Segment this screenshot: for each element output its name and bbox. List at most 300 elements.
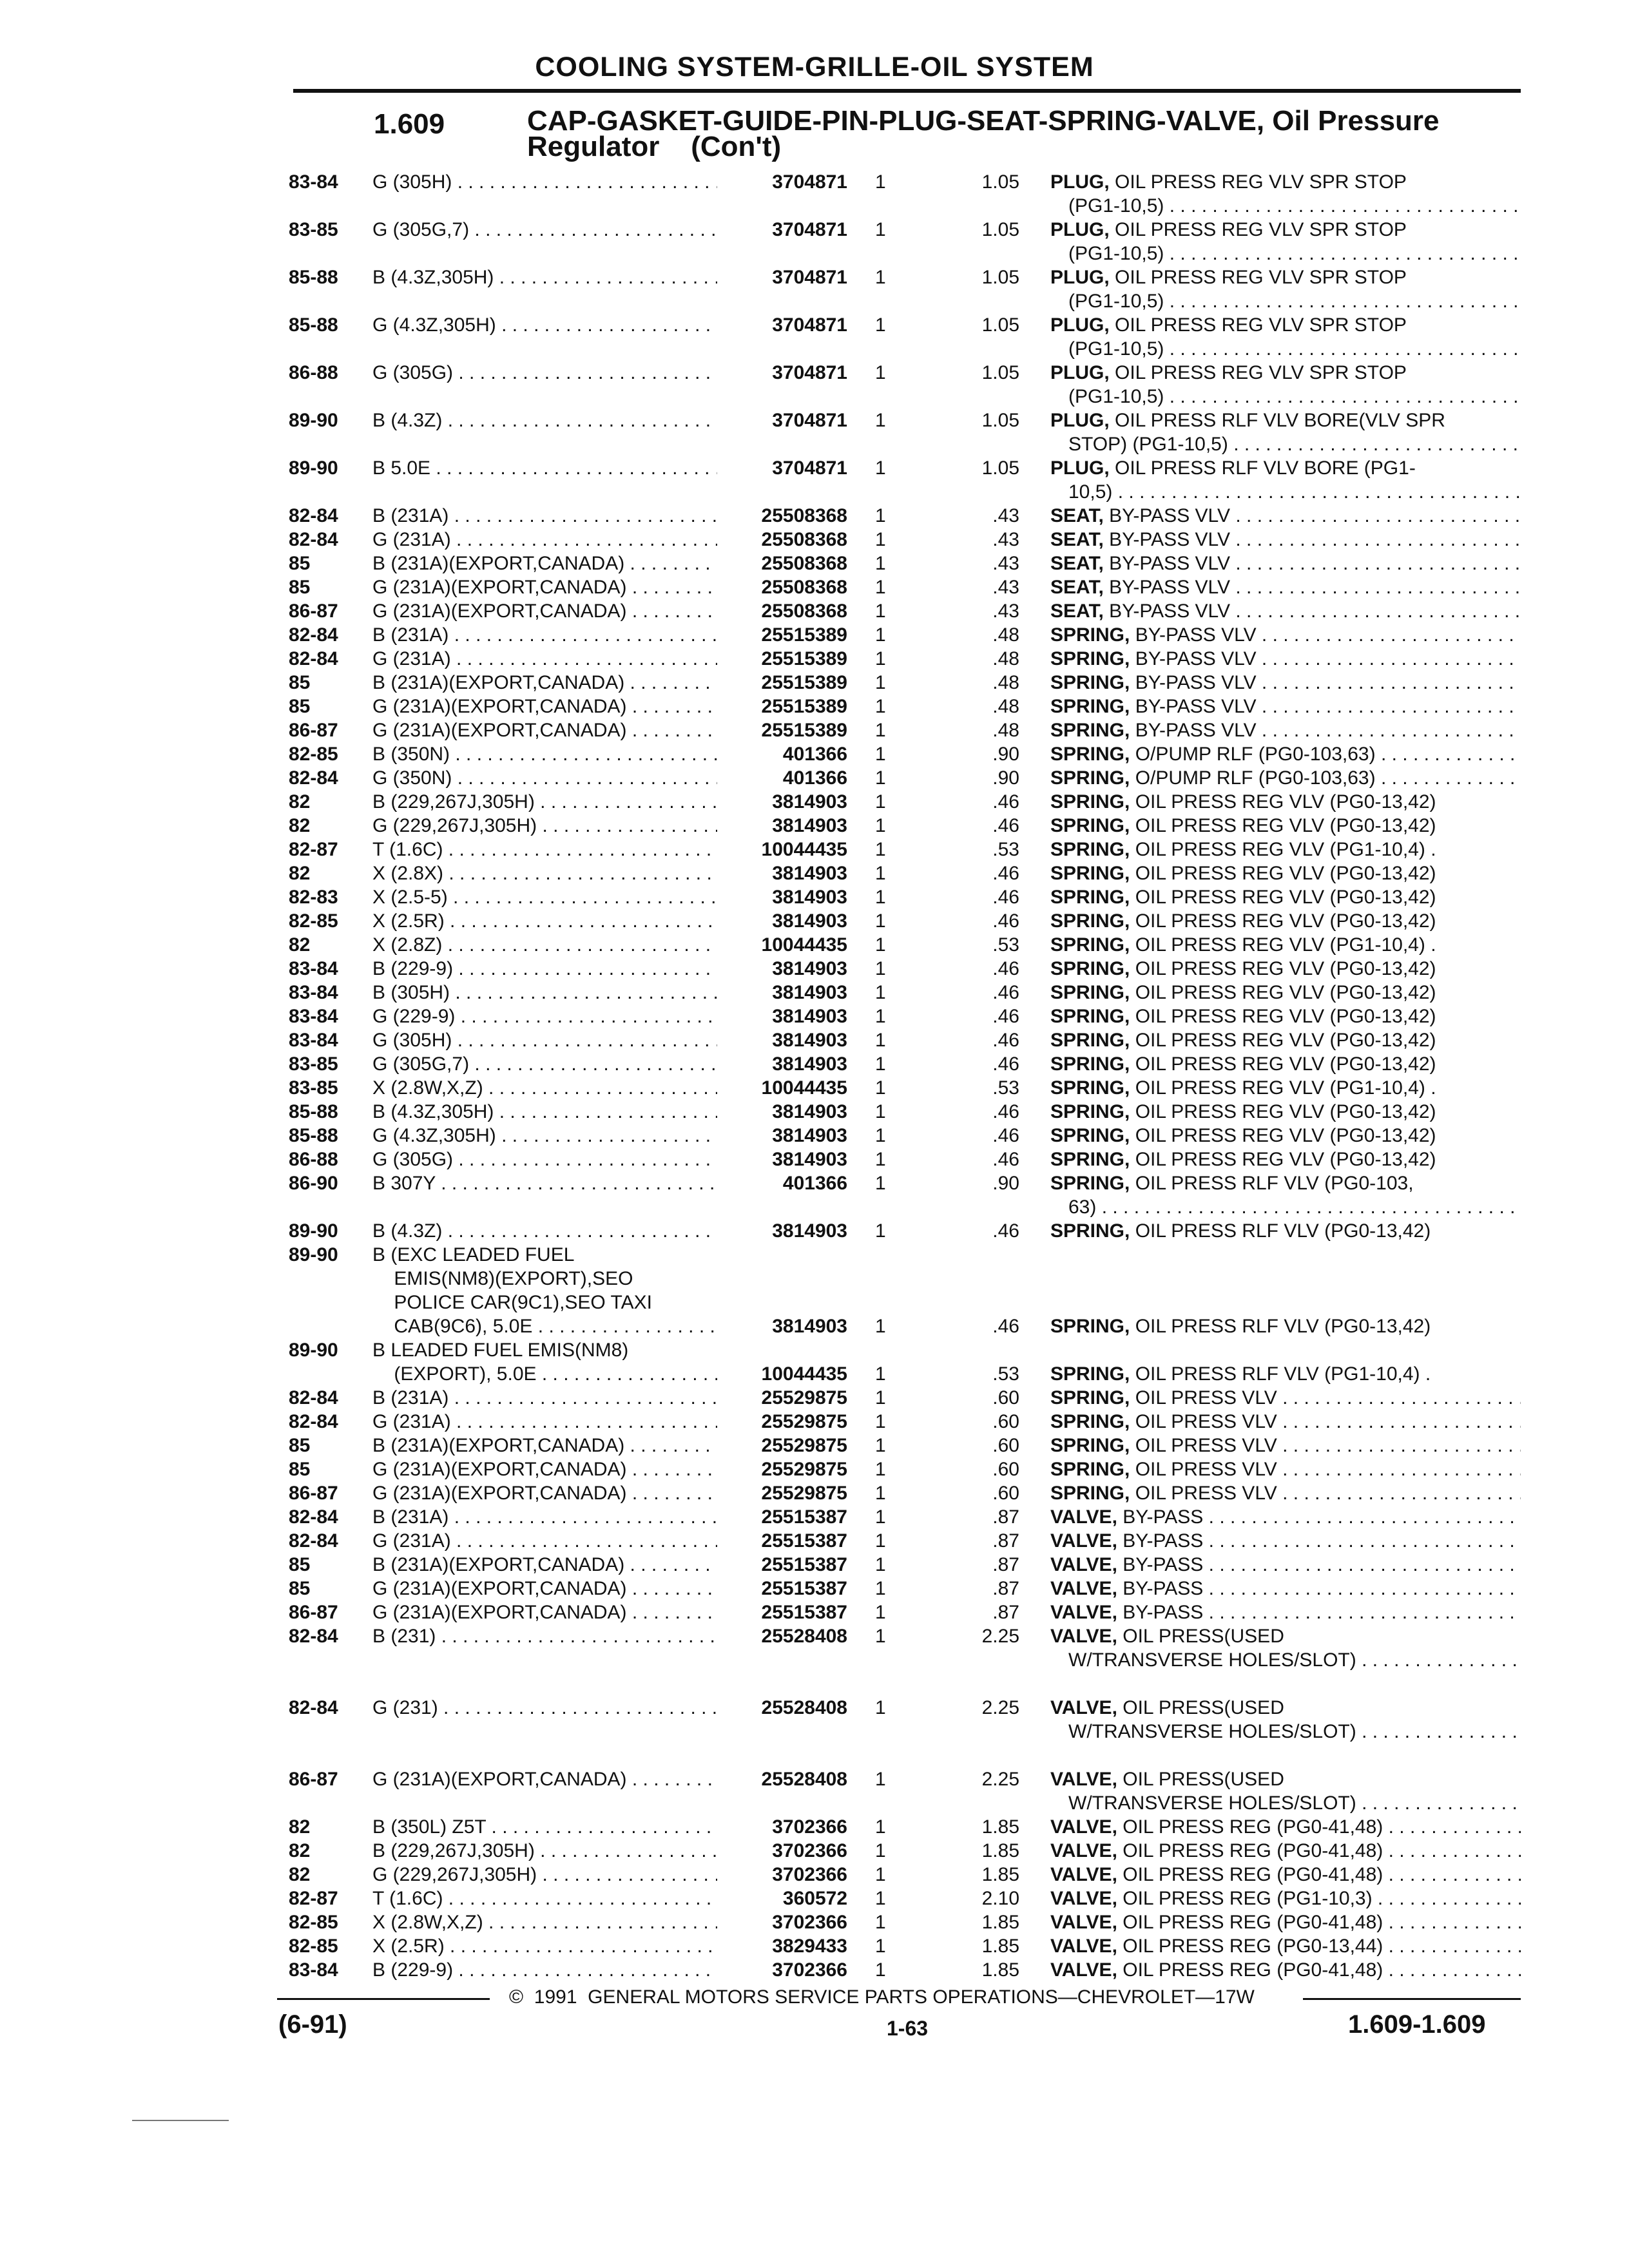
quantity: 1	[875, 1936, 886, 1957]
part-number: 25528408	[757, 1696, 847, 1720]
application-description: G (231A) . . .	[372, 1529, 717, 1553]
model-years: 89-90	[289, 1244, 338, 1265]
part-name-continuation-line	[0, 242, 1629, 265]
model-years: 86-87	[289, 1769, 338, 1790]
application-description: B (231A)(EXPORT,CANADA) . . .	[372, 671, 717, 695]
price: 1.85	[981, 1840, 1019, 1861]
price: .46	[992, 1149, 1019, 1170]
part-name-noun: PLUG,	[1050, 171, 1110, 193]
part-row	[0, 599, 1629, 623]
model-years: 83-84	[289, 982, 338, 1003]
part-row	[0, 1457, 1629, 1481]
price: .43	[992, 529, 1019, 550]
application-description: X (2.8W,X,Z) . . .	[372, 1910, 717, 1934]
part-name-modifier: BY-PASS VLV	[1130, 696, 1257, 717]
price: .90	[992, 744, 1019, 765]
application-description: CAB(9C6), 5.0E . . .	[372, 1314, 717, 1338]
part-name-modifier: OIL PRESS RLF VLV (PG0-13,42)	[1130, 1316, 1431, 1337]
part-name	[1050, 1505, 1521, 1529]
part-number: 25529875	[757, 1481, 847, 1505]
part-row	[0, 742, 1629, 766]
part-name	[1050, 933, 1521, 957]
part-row	[0, 1338, 1629, 1362]
part-number: 25515387	[757, 1529, 847, 1553]
part-name-noun: SPRING,	[1050, 839, 1130, 860]
part-number: 25515389	[757, 671, 847, 695]
part-row	[0, 1767, 1629, 1791]
part-name-noun: SPRING,	[1050, 744, 1130, 765]
quantity: 1	[875, 1363, 886, 1385]
part-name	[1050, 599, 1521, 623]
part-row	[0, 1004, 1629, 1028]
scan-mark	[132, 2120, 229, 2121]
quantity: 1	[875, 1816, 886, 1838]
part-number: 25508368	[757, 552, 847, 575]
footer-copyright: © 1991 GENERAL MOTORS SERVICE PARTS OPERATIONS—CHEVROLET—17W	[509, 1986, 1255, 2008]
part-name	[1050, 790, 1521, 814]
part-name-continuation: W/TRANSVERSE HOLES/SLOT) . . .	[1068, 1791, 1521, 1815]
quantity: 1	[875, 1053, 886, 1075]
model-years: 89-90	[289, 1220, 338, 1242]
part-name-continuation: 10,5) . . .	[1068, 480, 1521, 504]
part-row	[0, 504, 1629, 528]
part-number: 3704871	[767, 265, 847, 289]
model-years: 85	[289, 577, 311, 598]
part-name	[1050, 1815, 1521, 1839]
part-name-noun: PLUG,	[1050, 314, 1110, 336]
price: 1.85	[981, 1959, 1019, 1981]
model-years: 86-87	[289, 1483, 338, 1504]
part-name	[1050, 1148, 1521, 1171]
part-name	[1050, 218, 1521, 242]
part-name-modifier: BY-PASS VLV	[1130, 720, 1257, 741]
part-name	[1050, 1529, 1521, 1553]
application-description: X (2.5R) . . .	[372, 909, 717, 933]
part-name	[1050, 1863, 1521, 1887]
header-rule	[293, 89, 1521, 93]
part-name-modifier: OIL PRESS VLV	[1130, 1387, 1277, 1408]
part-name-modifier: OIL PRESS VLV	[1130, 1411, 1277, 1432]
application-description: T (1.6C) . . .	[372, 838, 717, 861]
part-name-modifier: OIL PRESS VLV	[1130, 1435, 1277, 1456]
part-name-modifier: OIL PRESS REG VLV (PG0-13,42)	[1130, 887, 1436, 908]
part-name-noun: SPRING,	[1050, 1411, 1130, 1432]
quantity: 1	[875, 1530, 886, 1552]
part-row	[0, 1267, 1629, 1291]
model-years: 85	[289, 1459, 311, 1480]
part-name-modifier: BY-PASS VLV	[1103, 505, 1231, 526]
part-name	[1050, 528, 1521, 552]
quantity: 1	[875, 672, 886, 693]
part-name	[1050, 861, 1521, 885]
model-years: 85	[289, 1578, 311, 1599]
part-name-noun: VALVE,	[1050, 1506, 1117, 1528]
model-years: 83-85	[289, 1053, 338, 1075]
application-description: B (350L) Z5T . . .	[372, 1815, 717, 1839]
part-row	[0, 671, 1629, 695]
part-name-noun: SPRING,	[1050, 1459, 1130, 1480]
part-name-modifier: OIL PRESS REG VLV SPR STOP	[1109, 219, 1407, 240]
part-name-continuation: (PG1-10,5) . . .	[1068, 242, 1521, 265]
quantity: 1	[875, 1840, 886, 1861]
part-name-noun: SPRING,	[1050, 1101, 1130, 1122]
blank-line	[0, 1744, 1629, 1767]
part-name-noun: SPRING,	[1050, 720, 1130, 741]
part-name-noun: SPRING,	[1050, 1149, 1130, 1170]
part-number: 3704871	[767, 218, 847, 242]
price: .90	[992, 1173, 1019, 1194]
part-name-modifier: OIL PRESS REG (PG0-41,48)	[1117, 1816, 1383, 1838]
part-name-noun: VALVE,	[1050, 1578, 1117, 1599]
price: .46	[992, 1030, 1019, 1051]
part-number: 25529875	[757, 1457, 847, 1481]
part-number: 3814903	[767, 981, 847, 1004]
part-number: 3704871	[767, 313, 847, 337]
part-row	[0, 1481, 1629, 1505]
part-row	[0, 981, 1629, 1004]
part-name-noun: SEAT,	[1050, 601, 1104, 622]
application-description: B (231) . . .	[372, 1624, 717, 1648]
part-row	[0, 1553, 1629, 1577]
application-description: B (229,267J,305H) . . .	[372, 790, 717, 814]
quantity: 1	[875, 744, 886, 765]
part-name	[1050, 1600, 1521, 1624]
part-name-modifier: OIL PRESS REG VLV (PG0-13,42)	[1130, 863, 1436, 884]
part-number: 3814903	[767, 885, 847, 909]
model-years: 83-84	[289, 1006, 338, 1027]
part-name-noun: PLUG,	[1050, 267, 1110, 288]
quantity: 1	[875, 767, 886, 789]
application-description: G (231A) . . .	[372, 528, 717, 552]
part-number: 3704871	[767, 456, 847, 480]
part-name-modifier: OIL PRESS VLV	[1130, 1459, 1277, 1480]
part-row	[0, 814, 1629, 838]
price: 1.85	[981, 1912, 1019, 1933]
quantity: 1	[875, 934, 886, 956]
price: .46	[992, 887, 1019, 908]
part-name	[1050, 1839, 1521, 1863]
model-years: 82-84	[289, 1697, 338, 1718]
part-number: 25508368	[757, 528, 847, 552]
part-name-noun: PLUG,	[1050, 362, 1110, 383]
part-name-noun: PLUG,	[1050, 457, 1110, 479]
price: .60	[992, 1411, 1019, 1432]
application-description: B (231A) . . .	[372, 623, 717, 647]
part-number: 3814903	[767, 861, 847, 885]
quantity: 1	[875, 1411, 886, 1432]
price: .90	[992, 767, 1019, 789]
price: 1.85	[981, 1936, 1019, 1957]
part-number: 3704871	[767, 361, 847, 385]
part-name-noun: SPRING,	[1050, 1220, 1130, 1242]
model-years: 85-88	[289, 314, 338, 336]
part-row	[0, 1362, 1629, 1386]
part-row	[0, 1887, 1629, 1910]
model-years: 82	[289, 934, 311, 956]
part-name-modifier: OIL PRESS REG VLV (PG0-13,42)	[1130, 958, 1436, 979]
part-name	[1050, 766, 1521, 790]
model-years: 82	[289, 815, 311, 836]
application-description: X (2.5-5) . . .	[372, 885, 717, 909]
part-name-modifier: OIL PRESS REG (PG1-10,3)	[1117, 1888, 1373, 1909]
part-name	[1050, 575, 1521, 599]
application-description: G (305G,7) . . .	[372, 1052, 717, 1076]
model-years: 86-90	[289, 1173, 338, 1194]
quantity: 1	[875, 362, 886, 383]
part-name	[1050, 1314, 1521, 1338]
part-name-noun: SPRING,	[1050, 1125, 1130, 1146]
part-name-modifier: OIL PRESS REG VLV (PG0-13,42)	[1130, 1030, 1436, 1051]
price: .48	[992, 624, 1019, 646]
price: .53	[992, 1363, 1019, 1385]
part-number: 25528408	[757, 1624, 847, 1648]
part-name-modifier: OIL PRESS REG VLV (PG0-13,42)	[1130, 815, 1436, 836]
application-description: EMIS(NM8)(EXPORT),SEO	[372, 1268, 633, 1289]
part-number: 25508368	[757, 504, 847, 528]
part-name	[1050, 1362, 1521, 1386]
price: .48	[992, 648, 1019, 669]
quantity: 1	[875, 171, 886, 193]
part-row	[0, 1243, 1629, 1267]
part-name-modifier: OIL PRESS REG (PG0-41,48)	[1117, 1959, 1383, 1981]
quantity: 1	[875, 982, 886, 1003]
part-name-noun: VALVE,	[1050, 1936, 1117, 1957]
part-number: 3814903	[767, 1124, 847, 1148]
model-years: 85	[289, 1435, 311, 1456]
price: .46	[992, 1053, 1019, 1075]
price: 2.10	[981, 1888, 1019, 1909]
part-name	[1050, 981, 1521, 1004]
part-name-noun: PLUG,	[1050, 410, 1110, 431]
quantity: 1	[875, 1459, 886, 1480]
model-years: 83-84	[289, 1959, 338, 1981]
part-name-noun: SPRING,	[1050, 1387, 1130, 1408]
quantity: 1	[875, 1578, 886, 1599]
quantity: 1	[875, 1912, 886, 1933]
part-name-continuation-line	[0, 1195, 1629, 1219]
application-description: B LEADED FUEL EMIS(NM8)	[372, 1340, 629, 1361]
part-name	[1050, 1219, 1521, 1243]
price: .53	[992, 839, 1019, 860]
model-years: 82-84	[289, 1530, 338, 1552]
part-name-noun: VALVE,	[1050, 1530, 1117, 1552]
model-years: 86-88	[289, 362, 338, 383]
part-name-modifier: BY-PASS	[1117, 1554, 1204, 1575]
price: .46	[992, 815, 1019, 836]
application-description: G (231A) . . .	[372, 647, 717, 671]
part-name-modifier: O/PUMP RLF (PG0-103,63)	[1130, 744, 1376, 765]
part-number: 25515389	[757, 623, 847, 647]
quantity: 1	[875, 553, 886, 574]
part-name	[1050, 1887, 1521, 1910]
price: .46	[992, 863, 1019, 884]
part-name	[1050, 1028, 1521, 1052]
model-years: 89-90	[289, 457, 338, 479]
quantity: 1	[875, 1602, 886, 1623]
part-name-noun: SPRING,	[1050, 1006, 1130, 1027]
price: .48	[992, 696, 1019, 717]
quantity: 1	[875, 1220, 886, 1242]
quantity: 1	[875, 1697, 886, 1718]
part-name	[1050, 957, 1521, 981]
part-name	[1050, 1100, 1521, 1124]
quantity: 1	[875, 1149, 886, 1170]
application-description: POLICE CAR(9C1),SEO TAXI	[372, 1292, 653, 1313]
application-description: G (231) . . .	[372, 1696, 717, 1720]
part-name-noun: SPRING,	[1050, 1030, 1130, 1051]
price: .60	[992, 1483, 1019, 1504]
part-name-continuation: W/TRANSVERSE HOLES/SLOT) . . .	[1068, 1648, 1521, 1672]
part-name-noun: VALVE,	[1050, 1626, 1117, 1647]
model-years: 85-88	[289, 267, 338, 288]
part-number: 25515387	[757, 1505, 847, 1529]
application-description: B (231A) . . .	[372, 1505, 717, 1529]
model-years: 82-84	[289, 1411, 338, 1432]
application-description: B (231A)(EXPORT,CANADA) . . .	[372, 1434, 717, 1457]
part-name-modifier: BY-PASS VLV	[1130, 648, 1257, 669]
part-number: 10044435	[757, 1362, 847, 1386]
part-name	[1050, 504, 1521, 528]
quantity: 1	[875, 601, 886, 622]
part-row	[0, 1314, 1629, 1338]
part-name-modifier: OIL PRESS RLF VLV BORE(VLV SPR	[1109, 410, 1445, 431]
model-years: 82-83	[289, 887, 338, 908]
part-name-modifier: OIL PRESS REG VLV (PG1-10,4) .	[1130, 839, 1436, 860]
quantity: 1	[875, 863, 886, 884]
part-name-continuation: (PG1-10,5) . . .	[1068, 289, 1521, 313]
part-name-noun: SPRING,	[1050, 672, 1130, 693]
part-name-noun: SPRING,	[1050, 815, 1130, 836]
part-name-noun: VALVE,	[1050, 1864, 1117, 1885]
part-name-modifier: BY-PASS VLV	[1130, 672, 1257, 693]
part-name-modifier: OIL PRESS REG VLV (PG1-10,4) .	[1130, 934, 1436, 956]
quantity: 1	[875, 1506, 886, 1528]
quantity: 1	[875, 219, 886, 240]
part-name-continuation-line	[0, 1720, 1629, 1744]
part-name-noun: VALVE,	[1050, 1840, 1117, 1861]
part-row	[0, 1124, 1629, 1148]
part-number: 25515389	[757, 647, 847, 671]
part-name	[1050, 1481, 1521, 1505]
part-name-continuation: W/TRANSVERSE HOLES/SLOT) . . .	[1068, 1720, 1521, 1744]
application-description: G (231A)(EXPORT,CANADA) . . .	[372, 718, 717, 742]
part-name-noun: SPRING,	[1050, 1483, 1130, 1504]
footer-rule-right	[1303, 1998, 1521, 2000]
part-row	[0, 456, 1629, 480]
part-number: 3702366	[767, 1958, 847, 1982]
part-name-modifier: OIL PRESS RLF VLV (PG0-103,	[1130, 1173, 1414, 1194]
part-name-modifier: OIL PRESS(USED	[1117, 1626, 1284, 1647]
part-number: 3702366	[767, 1815, 847, 1839]
price: .46	[992, 1125, 1019, 1146]
model-years: 85-88	[289, 1125, 338, 1146]
part-number: 401366	[778, 1171, 847, 1195]
part-number: 3702366	[767, 1839, 847, 1863]
application-description: G (4.3Z,305H) . . .	[372, 1124, 717, 1148]
part-number: 360572	[778, 1887, 847, 1910]
quantity: 1	[875, 958, 886, 979]
part-name-modifier: OIL PRESS REG VLV (PG0-13,42)	[1130, 910, 1436, 932]
part-name-modifier: BY-PASS VLV	[1103, 601, 1231, 622]
part-name	[1050, 885, 1521, 909]
application-description: G (229,267J,305H) . . .	[372, 814, 717, 838]
application-description: G (305G) . . .	[372, 1148, 717, 1171]
part-name-modifier: OIL PRESS(USED	[1117, 1769, 1284, 1790]
model-years: 86-87	[289, 720, 338, 741]
part-name-modifier: BY-PASS	[1117, 1530, 1204, 1552]
application-description: B (231A)(EXPORT,CANADA) . . .	[372, 552, 717, 575]
price: .46	[992, 791, 1019, 812]
part-row	[0, 885, 1629, 909]
footer-rule-left	[277, 1998, 490, 2000]
price: .46	[992, 910, 1019, 932]
part-name	[1050, 408, 1521, 432]
part-row	[0, 1028, 1629, 1052]
model-years: 82-84	[289, 624, 338, 646]
part-name	[1050, 552, 1521, 575]
part-row	[0, 265, 1629, 289]
application-description: X (2.8W,X,Z) . . .	[372, 1076, 717, 1100]
part-number: 3814903	[767, 957, 847, 981]
application-description: B (350N) . . .	[372, 742, 717, 766]
part-row	[0, 838, 1629, 861]
quantity: 1	[875, 1030, 886, 1051]
part-name-noun: SPRING,	[1050, 910, 1130, 932]
model-years: 82-84	[289, 648, 338, 669]
quantity: 1	[875, 1959, 886, 1981]
part-name-noun: VALVE,	[1050, 1602, 1117, 1623]
price: .46	[992, 1220, 1019, 1242]
price: .43	[992, 505, 1019, 526]
part-row	[0, 1052, 1629, 1076]
quantity: 1	[875, 624, 886, 646]
part-name-continuation: (PG1-10,5) . . .	[1068, 385, 1521, 408]
application-description: B 5.0E . . .	[372, 456, 717, 480]
part-name-noun: SEAT,	[1050, 529, 1104, 550]
part-row	[0, 1863, 1629, 1887]
part-name	[1050, 1577, 1521, 1600]
application-description: G (231A)(EXPORT,CANADA) . . .	[372, 695, 717, 718]
part-number: 3704871	[767, 170, 847, 194]
price: .87	[992, 1554, 1019, 1575]
price: .43	[992, 601, 1019, 622]
application-description: G (231A)(EXPORT,CANADA) . . .	[372, 575, 717, 599]
part-name	[1050, 361, 1521, 385]
part-name	[1050, 1910, 1521, 1934]
part-name-noun: SEAT,	[1050, 553, 1104, 574]
price: 1.05	[981, 362, 1019, 383]
part-name-modifier: OIL PRESS RLF VLV BORE (PG1-	[1109, 457, 1416, 479]
part-number: 3814903	[767, 790, 847, 814]
part-number: 25515389	[757, 718, 847, 742]
part-row	[0, 1100, 1629, 1124]
price: .48	[992, 672, 1019, 693]
part-row	[0, 1577, 1629, 1600]
application-description: G (305G,7) . . .	[372, 218, 717, 242]
part-name-noun: VALVE,	[1050, 1816, 1117, 1838]
part-row	[0, 1910, 1629, 1934]
model-years: 82-85	[289, 910, 338, 932]
part-name-modifier: O/PUMP RLF (PG0-103,63)	[1130, 767, 1376, 789]
part-name-noun: SPRING,	[1050, 1077, 1130, 1099]
part-name-noun: SPRING,	[1050, 982, 1130, 1003]
part-name-continuation: STOP) (PG1-10,5) . . .	[1068, 432, 1521, 456]
model-years: 89-90	[289, 410, 338, 431]
application-description: B (229-9) . . .	[372, 957, 717, 981]
part-number: 25529875	[757, 1434, 847, 1457]
application-description: B (229,267J,305H) . . .	[372, 1839, 717, 1863]
quantity: 1	[875, 1387, 886, 1408]
